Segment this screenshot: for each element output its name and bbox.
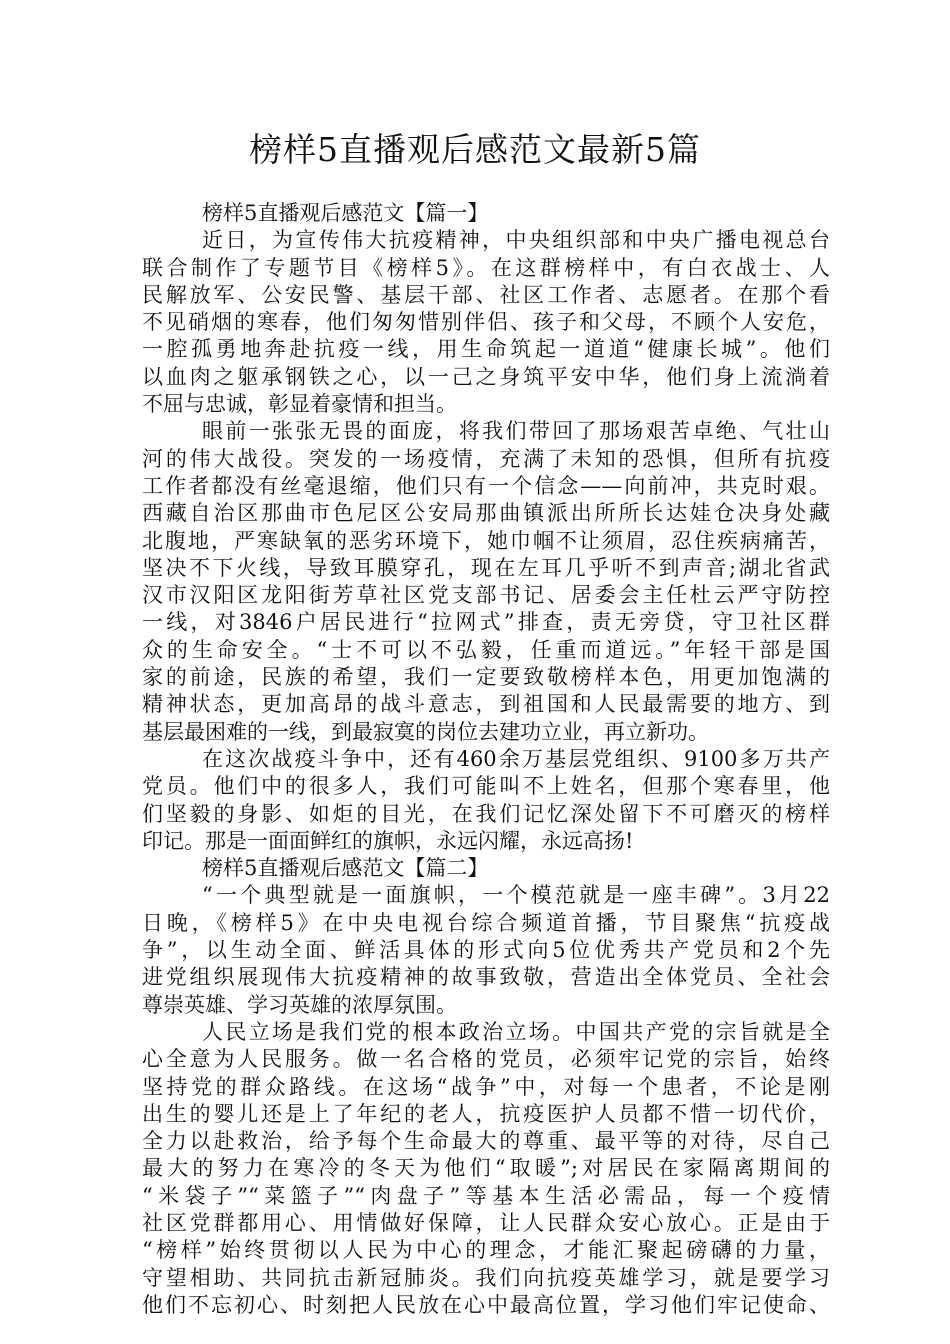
paragraph-line: 众的生命安全。“士不可以不弘毅，任重而道远。”年轻干部是国	[142, 637, 830, 662]
paragraph-line: “榜样”始终贯彻以人民为中心的理念，才能汇聚起磅礴的力量，	[142, 1238, 830, 1263]
document-title: 榜样5直播观后感范文最新5篇	[249, 130, 701, 169]
paragraph-line: 民解放军、公安民警、基层干部、社区工作者、志愿者。在那个看	[142, 282, 830, 307]
paragraph-line: 们坚毅的身影、如炬的目光，在我们记忆深处留下不可磨灭的榜样	[142, 801, 830, 826]
paragraph-line: “米袋子”“菜篮子”“肉盘子”等基本生活必需品，每一个疫情	[142, 1183, 830, 1208]
paragraph-line: 社区党群都用心、用情做好保障，让人民群众安心放心。正是由于	[142, 1210, 830, 1235]
paragraph-line: 他们不忘初心、时刻把人民放在心中最高位置，学习他们牢记使命、	[142, 1292, 830, 1317]
paragraph-line: 最大的努力在寒冷的冬天为他们“取暖”;对居民在家隔离期间的	[142, 1156, 830, 1181]
paragraph-line: 基层最困难的一线，到最寂寞的岗位去建功立业，再立新功。	[142, 719, 709, 744]
paragraph-line: 尊崇英雄、学习英雄的浓厚氛围。	[142, 992, 457, 1017]
paragraph-line: 进党组织展现伟大抗疫精神的故事致敬，营造出全体党员、全社会	[142, 965, 830, 990]
paragraph-line: 心全意为人民服务。做一名合格的党员，必须牢记党的宗旨，始终	[142, 1047, 830, 1072]
paragraph-line: 印记。那是一面面鲜红的旗帜，永远闪耀，永远高扬!	[142, 828, 634, 853]
paragraph-line: 汉市汉阳区龙阳街芳草社区党支部书记、居委会主任杜云严守防控	[142, 583, 830, 608]
section-heading: 榜样5直播观后感范文【篇一】	[202, 201, 489, 225]
paragraph-line: 不见硝烟的寒春，他们匆匆惜别伴侣、孩子和父母，不顾个人安危，	[142, 310, 830, 335]
paragraph-line: 出生的婴儿还是上了年纪的老人，抗疫医护人员都不惜一切代价，	[142, 1101, 830, 1126]
section-heading: 榜样5直播观后感范文【篇二】	[202, 856, 489, 881]
paragraph-line: 眼前一张张无畏的面庞，将我们带回了那场艰苦卓绝、气壮山	[202, 419, 830, 444]
document-body	[142, 200, 830, 1319]
paragraph-line: 近日，为宣传伟大抗疫精神，中央组织部和中央广播电视总台	[202, 228, 830, 253]
paragraph-line: 坚决不下火线，导致耳膜穿孔，现在左耳几乎听不到声音;湖北省武	[142, 555, 830, 580]
paragraph-line: 守望相助、共同抗击新冠肺炎。我们向抗疫英雄学习，就是要学习	[142, 1265, 830, 1290]
paragraph-line: 坚持党的群众路线。在这场“战争”中，对每一个患者，不论是刚	[142, 1074, 830, 1099]
paragraph-line: 在这次战疫斗争中，还有460余万基层党组织、9100多万共产	[202, 746, 830, 771]
paragraph-line: 不屈与忠诚，彰显着豪情和担当。	[142, 392, 457, 417]
paragraph-line: 联合制作了专题节目《榜样5》。在这群榜样中，有白衣战士、人	[142, 255, 830, 280]
paragraph-line: 河的伟大战役。突发的一场疫情，充满了未知的恐惧，但所有抗疫	[142, 446, 830, 471]
paragraph-line: 日晚，《榜样5》在中央电视台综合频道首播，节目聚焦“抗疫战	[142, 910, 830, 935]
paragraph-line: “一个典型就是一面旗帜，一个模范就是一座丰碑”。3月22	[202, 883, 830, 908]
paragraph-line: 精神状态，更加高昂的战斗意志，到祖国和人民最需要的地方、到	[142, 692, 830, 717]
paragraph-line: 家的前途，民族的希望，我们一定要致敬榜样本色，用更加饱满的	[142, 665, 830, 690]
paragraph-line: 以血肉之躯承钢铁之心，以一己之身筑平安中华，他们身上流淌着	[142, 364, 830, 389]
paragraph-line: 西藏自治区那曲市色尼区公安局那曲镇派出所所长达娃仓决身处藏	[142, 501, 830, 526]
paragraph-line: 全力以赴救治，给予每个生命最大的尊重、最平等的对待，尽自己	[142, 1129, 830, 1154]
paragraph-line: 工作者都没有丝毫退缩，他们只有一个信念——向前冲，共克时艰。	[142, 473, 830, 498]
paragraph-line: 争”，以生动全面、鲜活具体的形式向5位优秀共产党员和2个先	[142, 938, 830, 963]
paragraph-line: 人民立场是我们党的根本政治立场。中国共产党的宗旨就是全	[202, 1019, 830, 1044]
paragraph-line: 北腹地，严寒缺氧的恶劣环境下，她巾帼不让须眉，忍住疾病痛苦，	[142, 528, 830, 553]
paragraph-line: 党员。他们中的很多人，我们可能叫不上姓名，但那个寒春里，他	[142, 774, 830, 799]
paragraph-line: 一线，对3846户居民进行“拉网式”排查，责无旁贷，守卫社区群	[142, 610, 830, 635]
paragraph-line: 一腔孤勇地奔赴抗疫一线，用生命筑起一道道“健康长城”。他们	[142, 337, 830, 362]
